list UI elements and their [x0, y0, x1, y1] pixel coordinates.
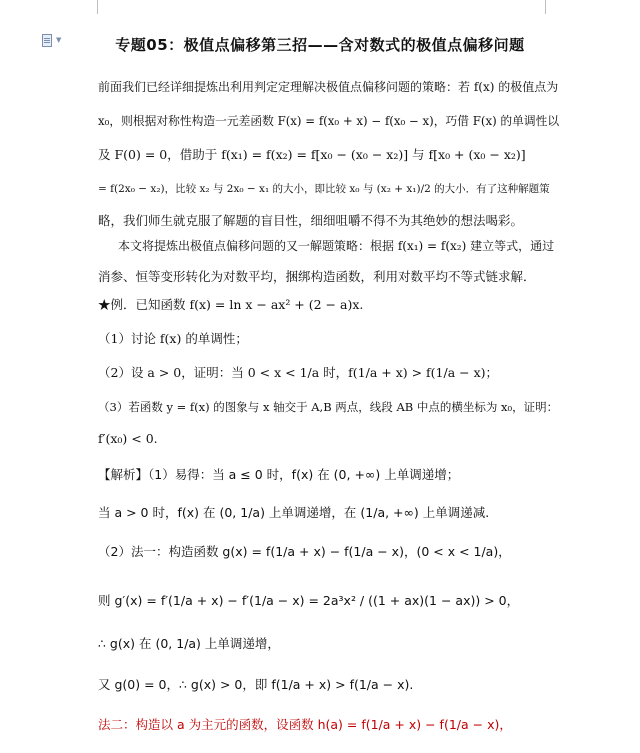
intro-line-3: 及 F(0) = 0，借助于 f(x₁) = f(x₂) = f[x₀ − (x₀ − x₂)] 与 f[x₀ + (x₀ − x₂)]: [98, 147, 526, 162]
example-statement: ★例．已知函数 f(x) = ln x − ax² + (2 − a)x.: [98, 297, 364, 312]
question-1: （1）讨论 f(x) 的单调性；: [98, 331, 248, 346]
page-title: 专题05：极值点偏移第三招——含对数式的极值点偏移问题: [115, 36, 525, 54]
solution-line-3: （2）法一：构造函数 g(x) = f(1/a + x) − f(1/a − x)，(0 < x < 1/a)，: [98, 544, 511, 559]
question-2: （2）设 a > 0，证明：当 0 < x < 1/a 时，f(1/a + x) > f(1/a − x)；: [98, 365, 499, 380]
intro-line-2: x₀，则根据对称性构造一元差函数 F(x) = f(x₀ + x) − f(x₀ − x)，巧借 F(x) 的单调性以: [98, 114, 560, 128]
intro-line-1: 前面我们已经详细提炼出利用判定定理解决极值点偏移问题的策略：若 f(x) 的极值点为: [98, 80, 559, 94]
margin-mark-left: [97, 0, 98, 14]
solution-line-4: 则 g′(x) = f′(1/a + x) − f′(1/a − x) = 2a³x² / ((1 + ax)(1 − ax)) > 0，: [98, 593, 520, 608]
margin-mark-right: [545, 0, 546, 14]
solution-line-6: 又 g(0) = 0，∴ g(x) > 0，即 f(1/a + x) > f(1/a − x).: [98, 677, 414, 692]
solution-line-1: 【解析】（1）易得：当 a ≤ 0 时，f(x) 在 (0, +∞) 上单调递增；: [98, 467, 460, 482]
chevron-down-icon[interactable]: ▼: [56, 36, 62, 44]
intro-line-5: 略，我们师生就克服了解题的盲目性，细细咀嚼不得不为其绝妙的想法喝彩。: [98, 213, 524, 228]
solution-line-2: 当 a > 0 时，f(x) 在 (0, 1/a) 上单调递增，在 (1/a, +∞) 上单调递减.: [98, 505, 490, 520]
intro-line-4: = f(2x₀ − x₂)，比较 x₂ 与 2x₀ − x₁ 的大小，即比较 x₀ 与 (x₂ + x₁)/2 的大小．有了这种解题策: [98, 183, 550, 195]
question-3-line-2: f′(x₀) < 0.: [98, 431, 158, 446]
solution-line-7: 法二：构造以 a 为主元的函数，设函数 h(a) = f(1/a + x) − f(1/a − x)，: [98, 717, 512, 732]
para2-line-2: 消参、恒等变形转化为对数平均，捆绑构造函数，利用对数平均不等式链求解．: [98, 269, 536, 284]
question-3-line-1: （3）若函数 y = f(x) 的图象与 x 轴交于 A,B 两点，线段 AB 中点的横坐标为 x₀，证明：: [98, 400, 559, 414]
para2-line-1: 本文将提炼出极值点偏移问题的又一解题策略：根据 f(x₁) = f(x₂) 建立等式，通过: [118, 239, 555, 253]
solution-line-5: ∴ g(x) 在 (0, 1/a) 上单调递增，: [98, 636, 280, 651]
